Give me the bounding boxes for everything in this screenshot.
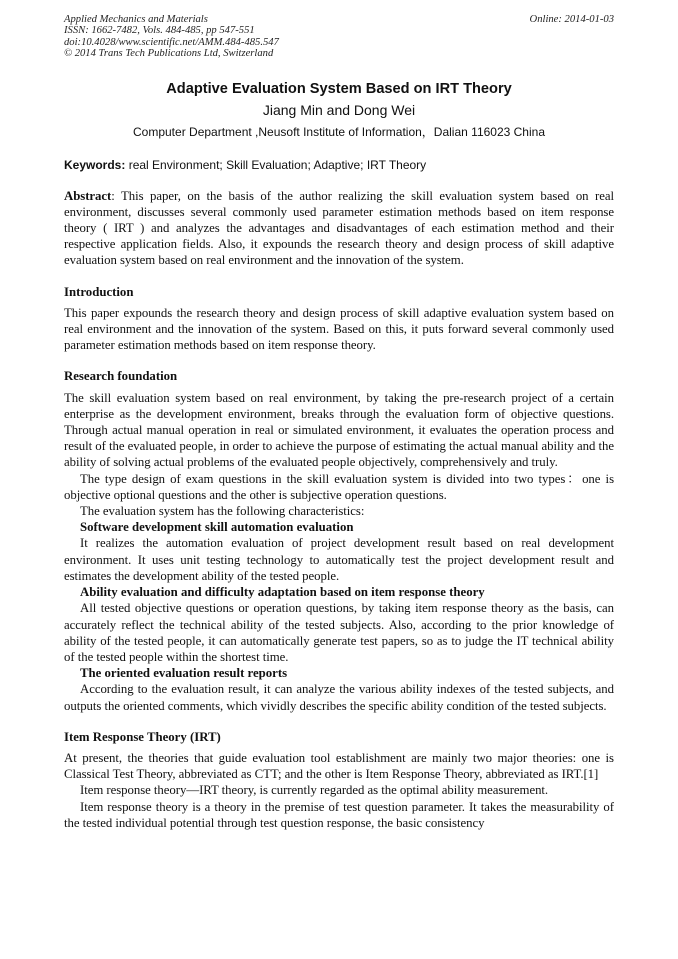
- doi-line: doi:10.4028/www.scientific.net/AMM.484-485.547: [64, 36, 279, 48]
- research-paragraph-2: The type design of exam questions in the skill evaluation system is divided into two types：one is objective optional questions and the other is subjective operation questions.: [64, 471, 614, 502]
- research-paragraph-5: All tested objective questions or operation questions, by taking item response theory as the basis, can accurately reflect the technical ability of the tested subjects. Also, according to the prior knowledge of ability of the tested people, it can automatically generate test papers, so as to judge the IT technical ability of the tested people within the shortest time.: [64, 601, 614, 664]
- research-paragraph-1: The skill evaluation system based on real environment, by taking the pre-research project of a certain enterprise as the development environment, breaks through the evaluation form of objective questions. Through actual manual operation in real or simulated environment, it evaluates the operation process and result of the evaluated people, in order to achieve the purpose of estimating the actual manual ability and the ability of solving actual problems of the evaluated people objectively, comprehensively and truly.: [64, 390, 614, 470]
- keywords-text: real Environment; Skill Evaluation; Adaptive; IRT Theory: [125, 157, 427, 172]
- subheading-software-development: Software development skill automation evaluation: [80, 520, 354, 535]
- subheading-ability-evaluation: Ability evaluation and difficulty adaptation based on item response theory: [80, 585, 485, 600]
- introduction-paragraph: This paper expounds the research theory and design process of skill adaptive evaluation system based on real environment and the innovation of the system. Based on this, it puts forward several commonly used parameter estimation methods based on item response theory.: [64, 305, 614, 353]
- abstract-text: : This paper, on the basis of the author realizing the skill evaluation system based on real environment, discusses several commonly used parameter estimation methods based on item response theory ( IRT ) and analyzes the advantages and disadvantages of each estimation method and their respective application fields. Also, it expounds the research theory and design process of skill adaptive evaluation system based on real environment and the innovation of the system.: [64, 188, 614, 268]
- irt-paragraph-2: Item response theory—IRT theory, is currently regarded as the optimal ability measurement.: [80, 783, 549, 798]
- online-date: Online: 2014-01-03: [529, 14, 614, 25]
- paper-page: [64, 14, 614, 831]
- journal-name: Applied Mechanics and Materials: [64, 14, 208, 25]
- journal-header: [64, 14, 614, 60]
- section-heading-irt: Item Response Theory (IRT): [64, 729, 221, 744]
- section-heading-research-foundation: Research foundation: [64, 369, 178, 384]
- section-heading-introduction: Introduction: [64, 284, 134, 299]
- keywords-label: Keywords:: [64, 157, 126, 172]
- irt-paragraph-1: At present, the theories that guide evaluation tool establishment are mainly two major theories: one is Classical Test Theory, abbreviated as CTT; and the other is Item Response Theory, abbreviated as IRT.[1]: [64, 750, 614, 782]
- irt-paragraph-3: Item response theory is a theory in the premise of test question parameter. It takes the measurability of the tested individual potential through test question response, the basic consistency: [64, 799, 614, 830]
- abstract-label: Abstract: [64, 188, 112, 203]
- paper-title: Adaptive Evaluation System Based on IRT Theory: [166, 80, 512, 97]
- subheading-oriented-reports: The oriented evaluation result reports: [80, 666, 288, 681]
- keywords: [64, 157, 614, 173]
- copyright-line: © 2014 Trans Tech Publications Ltd, Switzerland: [64, 48, 274, 60]
- paper-affiliation: Computer Department ,Neusoft Institute of Information，Dalian 116023 China: [133, 124, 545, 139]
- research-paragraph-3: The evaluation system has the following characteristics:: [80, 504, 365, 519]
- research-paragraph-4: It realizes the automation evaluation of project development result based on real development environment. It uses unit testing technology to automatically test the project development result and estimates the development ability of the tested people.: [64, 536, 614, 583]
- issn-line: ISSN: 1662-7482, Vols. 484-485, pp 547-551: [64, 25, 255, 37]
- research-paragraph-6: According to the evaluation result, it can analyze the various ability indexes of the tested subjects, and outputs the oriented comments, which vividly describes the specific ability condition of the tested subjects.: [64, 682, 614, 713]
- abstract: [64, 188, 614, 269]
- paper-authors: Jiang Min and Dong Wei: [262, 101, 416, 118]
